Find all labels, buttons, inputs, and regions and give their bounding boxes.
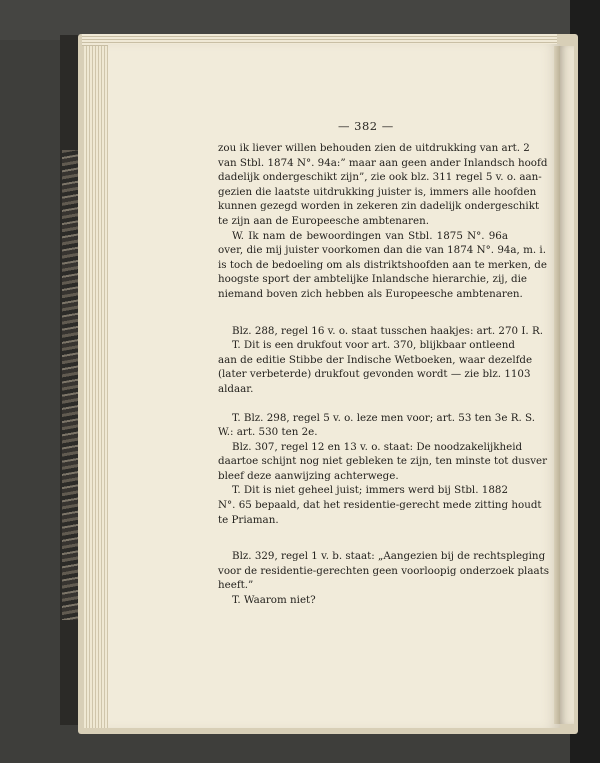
page-text (218, 141, 550, 608)
text-line: Blz. 307, regel 12 en 13 v. o. staat: De noodzakelijkheid (232, 440, 523, 453)
text-line: dadelijk ondergeschikt zijn”, zie ook blz. 311 regel 5 v. o. aan- (218, 171, 542, 184)
page-stack-edge (84, 38, 109, 728)
paragraph (218, 141, 548, 229)
text-line: T. Dit is een drukfout voor art. 370, blijkbaar ontleend (232, 339, 515, 352)
text-line: T. Blz. 298, regel 5 v. o. leze men voor; art. 53 ten 3e R. S. (232, 411, 535, 424)
text-line: Blz. 288, regel 16 v. o. staat tusschen haakjes: art. 270 I. R. (232, 324, 543, 337)
text-line: (later verbeterde) drukfout gevonden wordt — zie blz. 1103 (218, 368, 531, 381)
text-line: kunnen gezegd worden in zekeren zin dadelijk ondergeschikt (218, 200, 540, 213)
text-line: niemand boven zich hebben als Europeesche ambtenaren. (218, 287, 523, 300)
text-line: W. Ik nam de bewoordingen van Stbl. 1875 N°. 96a (232, 229, 508, 242)
page-number: — 382 — (338, 119, 394, 133)
text-line: Blz. 329, regel 1 v. b. staat: „Aangezien bij de rechtspleging (232, 550, 546, 563)
text-line: te zijn aan de Europeesche ambtenaren. (218, 214, 429, 227)
text-line: gezien die laatste uitdrukking juister is, immers alle hoofden (218, 185, 537, 198)
text-line: aan de editie Stibbe der Indische Wetboeken, waar dezelfde (218, 353, 533, 366)
text-line: te Priaman. (218, 513, 279, 526)
text-line: N°. 65 bepaald, dat het residentie-gerecht mede zitting houdt (218, 499, 542, 512)
facing-page-edge (560, 46, 574, 724)
paragraph (218, 229, 547, 302)
text-line: over, die mij juister voorkomen dan die van 1874 N°. 94a, m. i. (218, 244, 546, 257)
text-line: daartoe schijnt nog niet gebleken te zijn, ten minste tot dusver (218, 455, 548, 468)
text-line: is toch de bedoeling om als distriktshoofden aan te merken, de (218, 258, 547, 271)
text-line: heeft.” (218, 579, 254, 592)
text-line: van Stbl. 1874 N°. 94a:” maar aan geen ander Inlandsch hoofd (218, 156, 548, 169)
text-line: W.: art. 530 ten 2e. (218, 426, 318, 439)
text-line: hoogste sport der ambtelijke Inlandsche hierarchie, zij, die (218, 273, 527, 286)
text-line: T. Dit is niet geheel juist; immers werd bij Stbl. 1882 (232, 484, 508, 497)
text-line: zou ik liever willen behouden zien de uitdrukking van art. 2 (218, 142, 530, 154)
paragraph (218, 549, 550, 607)
paragraph (218, 324, 543, 397)
text-line: aldaar. (218, 382, 254, 395)
paragraph (218, 411, 548, 528)
text-line: bleef deze aanwijzing achterwege. (218, 469, 399, 482)
text-line: T. Waarom niet? (232, 594, 316, 607)
text-line: voor de residentie-gerechten geen voorloopig onderzoek plaats (218, 564, 550, 577)
